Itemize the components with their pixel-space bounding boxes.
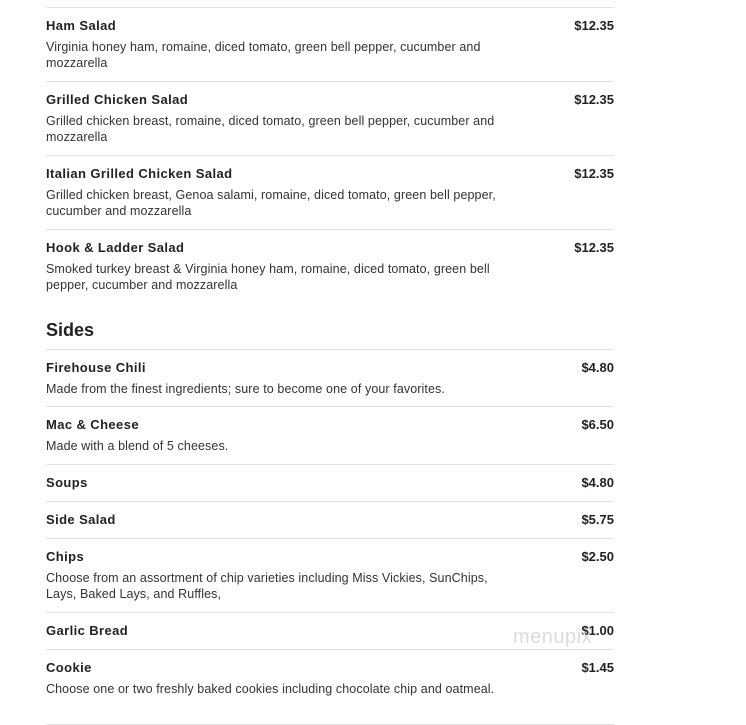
item-price: $12.35 [574, 92, 614, 107]
menu-item [46, 155, 614, 230]
section-title-sides: Sides [46, 320, 95, 340]
menu-item [46, 406, 614, 465]
item-price: $2.50 [581, 549, 614, 564]
item-description: Smoked turkey breast & Virginia honey ham, romaine, diced tomato, green bell pepper, cucumber and mozzarella [46, 262, 490, 292]
menu-item [46, 538, 614, 613]
item-price: $12.35 [574, 240, 614, 255]
menu-item [46, 349, 614, 407]
item-name: Garlic Bread [46, 623, 129, 638]
menu-item [46, 229, 614, 304]
menu-item [46, 649, 614, 725]
menu-item [46, 81, 614, 156]
item-name: Hook & Ladder Salad [46, 240, 185, 255]
item-name: Grilled Chicken Salad [46, 92, 189, 107]
item-price: $4.80 [581, 475, 614, 490]
item-name: Cookie [46, 660, 92, 675]
item-name: Ham Salad [46, 18, 117, 33]
item-description: Virginia honey ham, romaine, diced tomato, green bell pepper, cucumber and mozzarella [46, 40, 481, 70]
item-price: $12.35 [574, 166, 614, 181]
item-description: Choose one or two freshly baked cookies including chocolate chip and oatmeal. [46, 682, 495, 696]
menu-item [46, 7, 614, 82]
item-name: Side Salad [46, 512, 116, 527]
item-description: Grilled chicken breast, romaine, diced tomato, green bell pepper, cucumber and mozzarella [46, 114, 495, 144]
item-description: Made from the finest ingredients; sure to become one of your favorites. [46, 382, 445, 396]
item-description: Made with a blend of 5 cheeses. [46, 439, 229, 453]
menu-item [46, 501, 614, 539]
item-name: Soups [46, 475, 88, 490]
item-name: Italian Grilled Chicken Salad [46, 166, 233, 181]
item-name: Firehouse Chili [46, 360, 146, 375]
item-price: $1.00 [581, 623, 614, 638]
item-price: $4.80 [581, 360, 614, 375]
item-description: Grilled chicken breast, Genoa salami, romaine, diced tomato, green bell pepper, cucumber and mozzarella [46, 188, 496, 218]
watermark-logo: menupix [513, 626, 593, 648]
menu-item [46, 464, 614, 502]
item-price: $1.45 [581, 660, 614, 675]
item-price: $6.50 [581, 417, 614, 432]
item-price: $12.35 [574, 18, 614, 33]
item-description: Choose from an assortment of chip varieties including Miss Vickies, SunChips, Lays, Baked Lays, and Ruffles, [46, 571, 488, 601]
item-price: $5.75 [581, 512, 614, 527]
item-name: Mac & Cheese [46, 417, 139, 432]
item-name: Chips [46, 549, 85, 564]
